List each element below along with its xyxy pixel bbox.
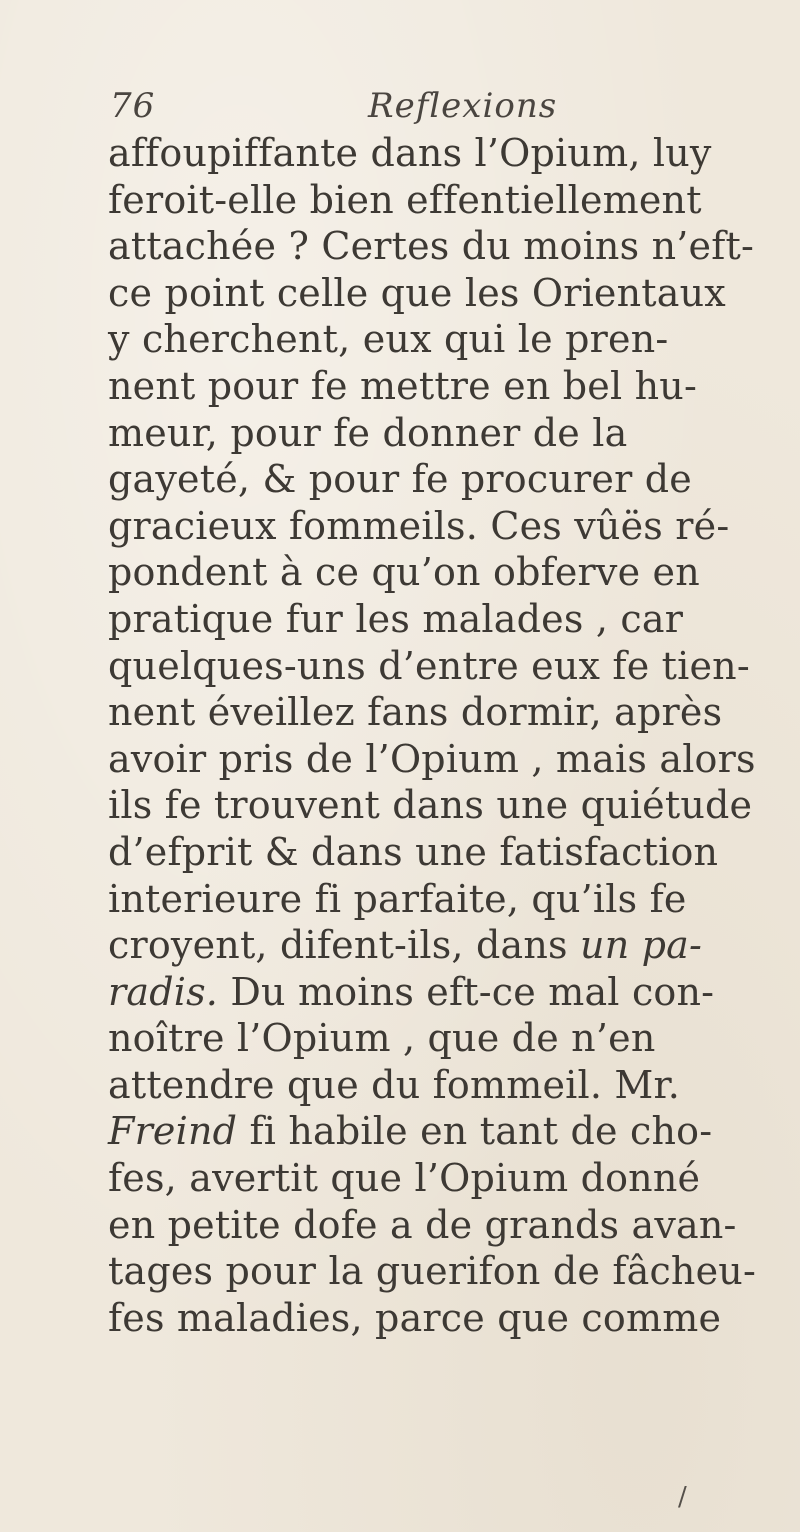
text-line: attendre que du fommeil. Mr.	[108, 1062, 681, 1107]
line-italic: un pa-	[580, 923, 703, 968]
text-line: ce point celle que les Orientaux	[108, 270, 726, 315]
text-line: noître l’Opium , que de n’en	[108, 1016, 656, 1061]
text-line: y cherchent, eux qui le pren-	[108, 317, 669, 362]
body-text	[108, 130, 788, 1341]
text-line: feroit-elle bien effentiellement	[108, 177, 702, 222]
line-italic: radis.	[108, 969, 219, 1014]
text-line: fes maladies, parce que comme	[108, 1295, 722, 1340]
text-line: attachée ? Certes du moins n’eft-	[108, 224, 754, 269]
text-line: ils fe trouvent dans une quiétude	[108, 783, 753, 828]
line-roman: fi habile en tant de cho-	[249, 1109, 713, 1154]
text-line: quelques-uns d’entre eux fe tien-	[108, 643, 750, 688]
line-roman: croyent, difent-ils, dans	[108, 923, 568, 968]
line-roman: Du moins eft-ce mal con-	[218, 969, 715, 1014]
text-line: en petite dofe a de grands avan-	[108, 1202, 737, 1247]
text-line-with-italic	[108, 969, 788, 1016]
bottom-mark: /	[678, 1482, 687, 1512]
running-title: Reflexions	[368, 86, 558, 126]
text-line: avoir pris de l’Opium , mais alors	[108, 736, 756, 781]
text-line: meur, pour fe donner de la	[108, 410, 628, 455]
text-line: gracieux fommeils. Ces vûës ré-	[108, 503, 730, 548]
text-line: pratique fur les malades , car	[108, 596, 684, 641]
text-line: nent éveillez fans dormir, après	[108, 690, 723, 735]
text-line-with-italic	[108, 922, 788, 969]
text-line: d’efprit & dans une fatisfaction	[108, 829, 719, 874]
page-header	[110, 86, 710, 136]
text-line: tages pour la guerifon de fâcheu-	[108, 1249, 756, 1294]
text-line: nent pour fe mettre en bel hu-	[108, 363, 698, 408]
line-italic: Freind	[108, 1109, 238, 1154]
text-line: affoupiffante dans l’Opium, luy	[108, 131, 712, 175]
text-line: fes, avertit que l’Opium donné	[108, 1156, 701, 1201]
text-line: interieure fi parfaite, qu’ils fe	[108, 876, 687, 921]
text-line-with-italic	[108, 1108, 788, 1155]
text-line: gayeté, & pour fe procurer de	[108, 457, 692, 502]
page-number: 76	[110, 86, 156, 126]
text-line: pondent à ce qu’on obferve en	[108, 550, 700, 595]
